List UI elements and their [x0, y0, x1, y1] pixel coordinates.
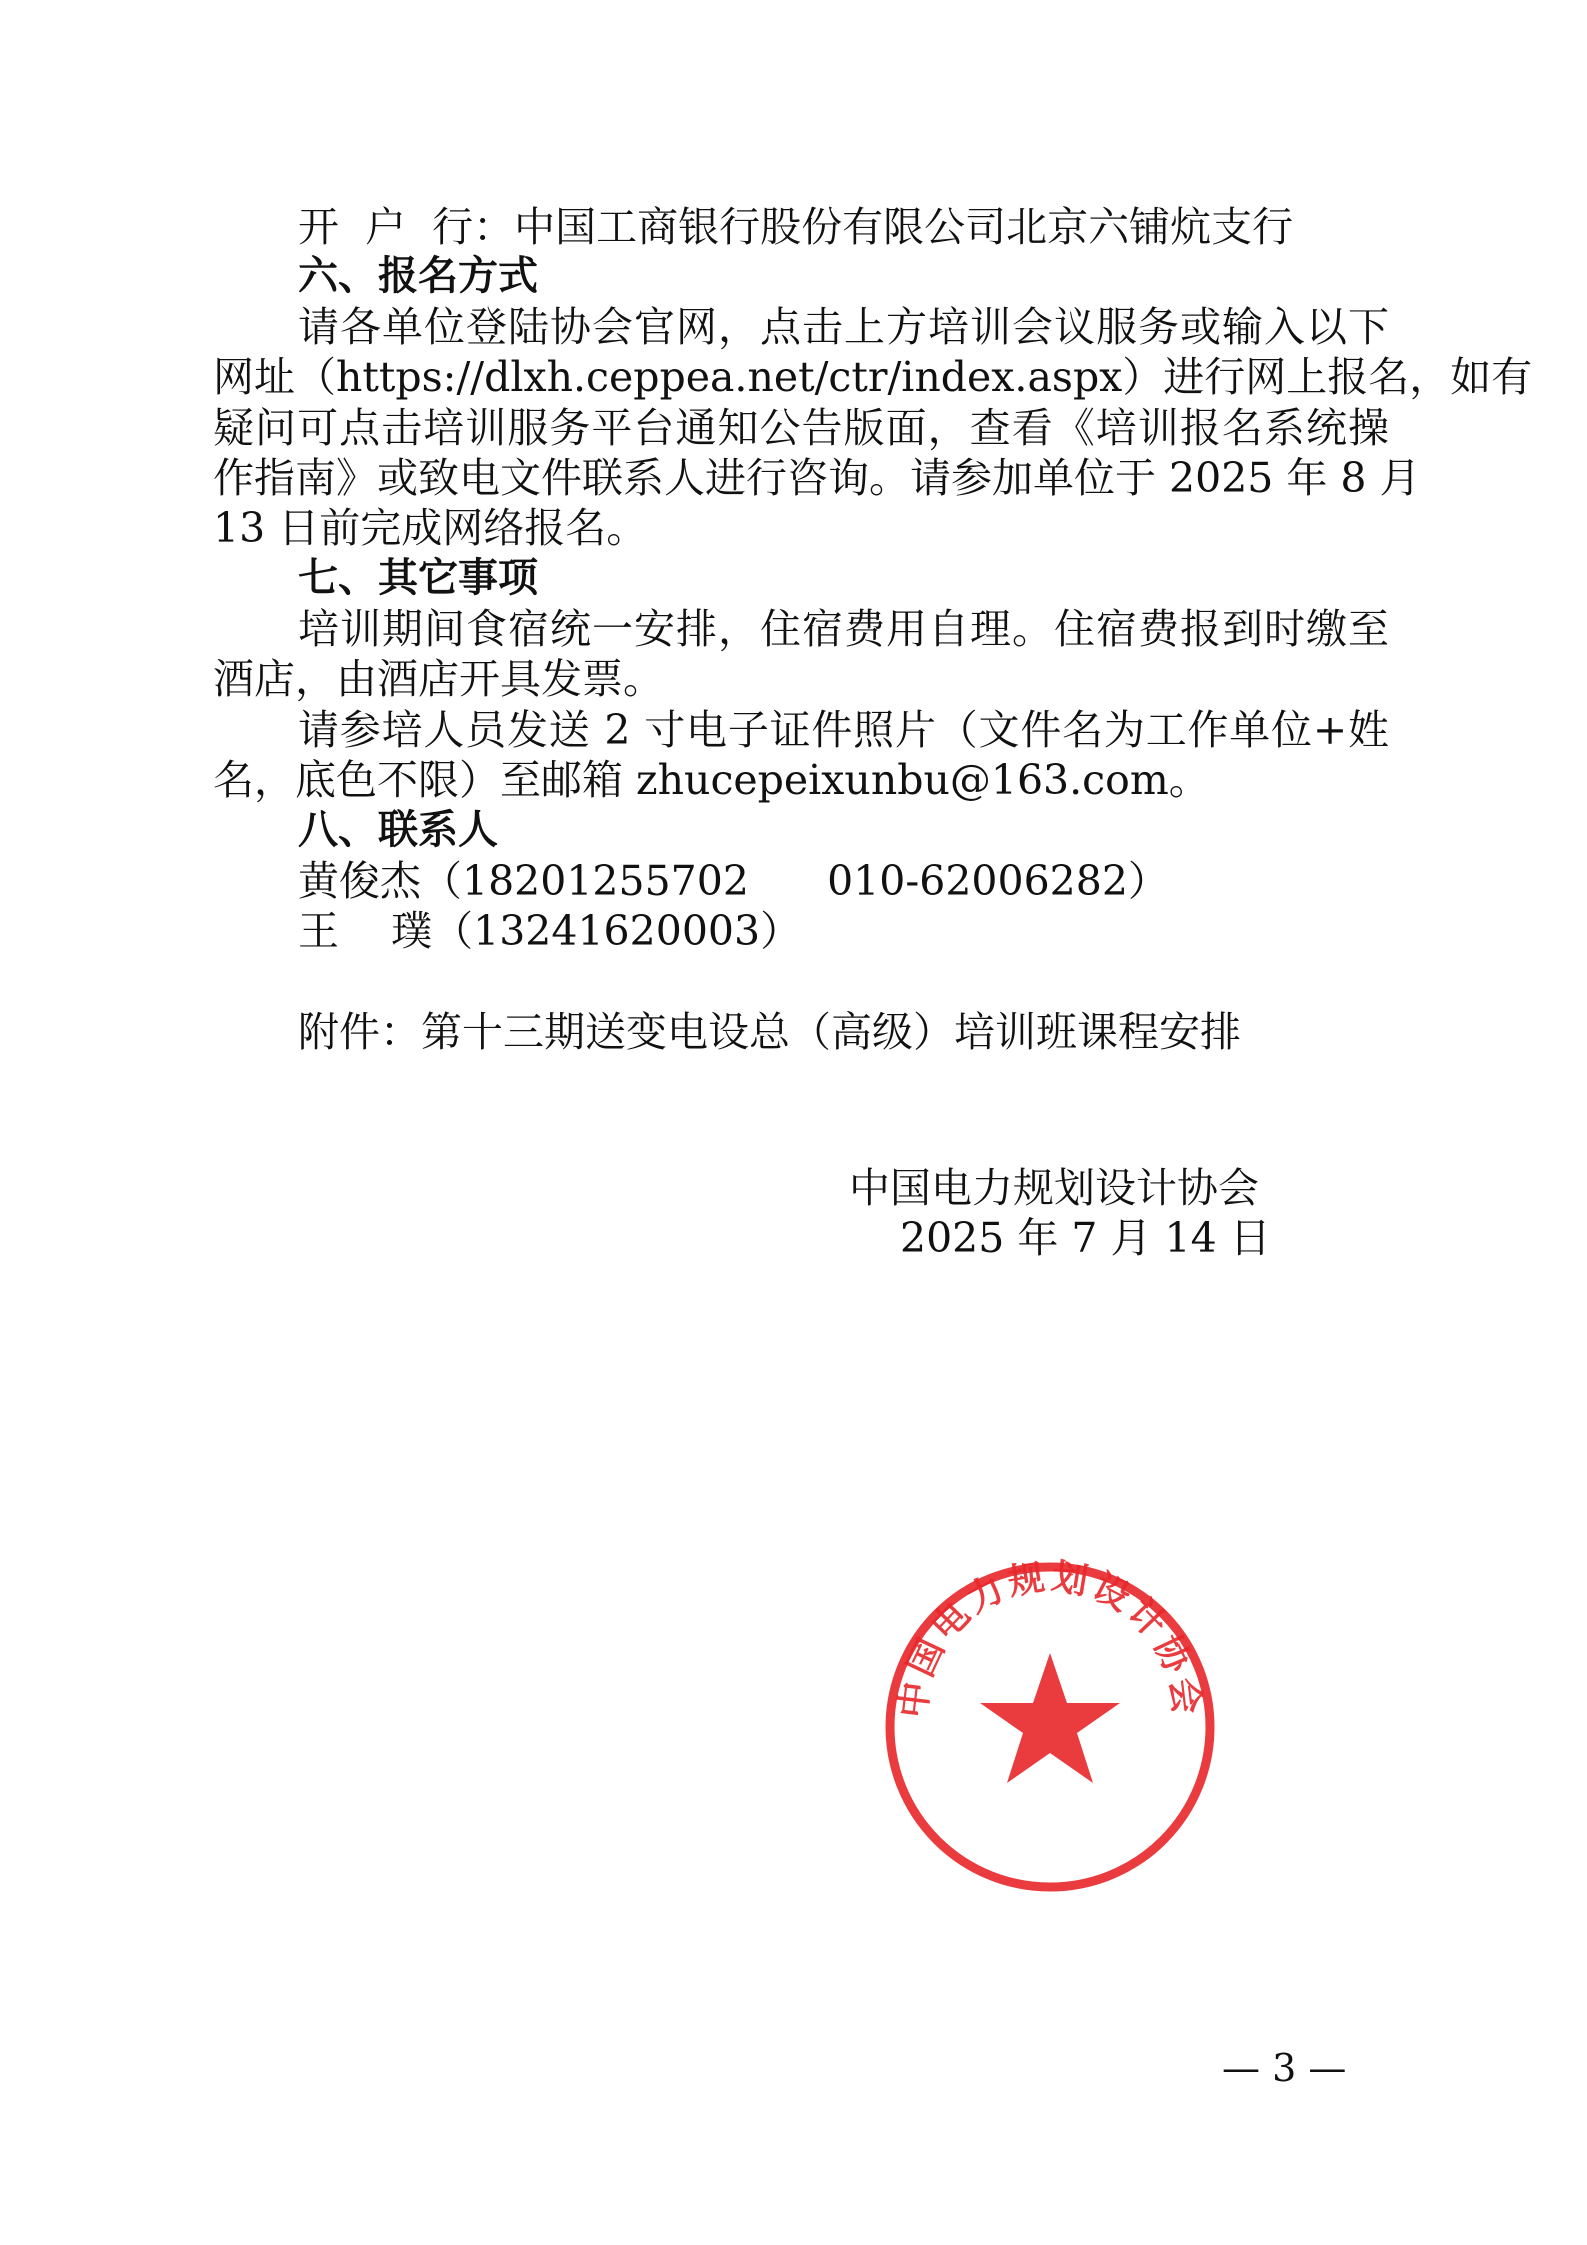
- section-6-heading: 六、报名方式: [298, 253, 538, 299]
- paragraph-line: 酒店，由酒店开具发票。: [213, 655, 664, 703]
- paragraph-line: 疑问可点击培训服务平台通知公告版面，查看《培训报名系统操: [213, 404, 1389, 452]
- page-number: — 3 —: [1222, 2046, 1347, 2090]
- section-8-heading: 八、联系人: [298, 807, 498, 853]
- contact-line: 黄俊杰（18201255702 010-62006282）: [298, 857, 1169, 905]
- signature-date: 2025 年 7 月 14 日: [900, 1214, 1271, 1262]
- signature-org: 中国电力规划设计协会: [849, 1164, 1259, 1212]
- paragraph-line: 作指南》或致电文件联系人进行咨询。请参加单位于 2025 年 8 月: [213, 454, 1421, 502]
- bank-line: 开 户 行：中国工商银行股份有限公司北京六铺炕支行: [298, 203, 1294, 251]
- paragraph-line: 培训期间食宿统一安排，住宿费用自理。住宿费报到时缴至: [298, 605, 1389, 653]
- contact-line: 王 璞（13241620003）: [298, 907, 802, 955]
- svg-text:中国电力规划设计协会: 中国电力规划设计协会: [892, 1557, 1208, 1721]
- attachment-note: 附件：第十三期送变电设总（高级）培训班课程安排: [298, 1008, 1241, 1056]
- paragraph-line: 请各单位登陆协会官网，点击上方培训会议服务或输入以下: [298, 303, 1389, 351]
- paragraph-line: 请参培人员发送 2 寸电子证件照片（文件名为工作单位+姓: [298, 706, 1389, 754]
- paragraph-line: 名，底色不限）至邮箱 zhucepeixunbu@163.com。: [213, 756, 1210, 804]
- official-seal: [880, 1557, 1220, 1897]
- paragraph-line: 网址（https://dlxh.ceppea.net/ctr/index.aspx）进行网上报名，如有: [213, 353, 1533, 401]
- section-7-heading: 七、其它事项: [298, 555, 538, 601]
- paragraph-line: 13 日前完成网络报名。: [213, 504, 648, 552]
